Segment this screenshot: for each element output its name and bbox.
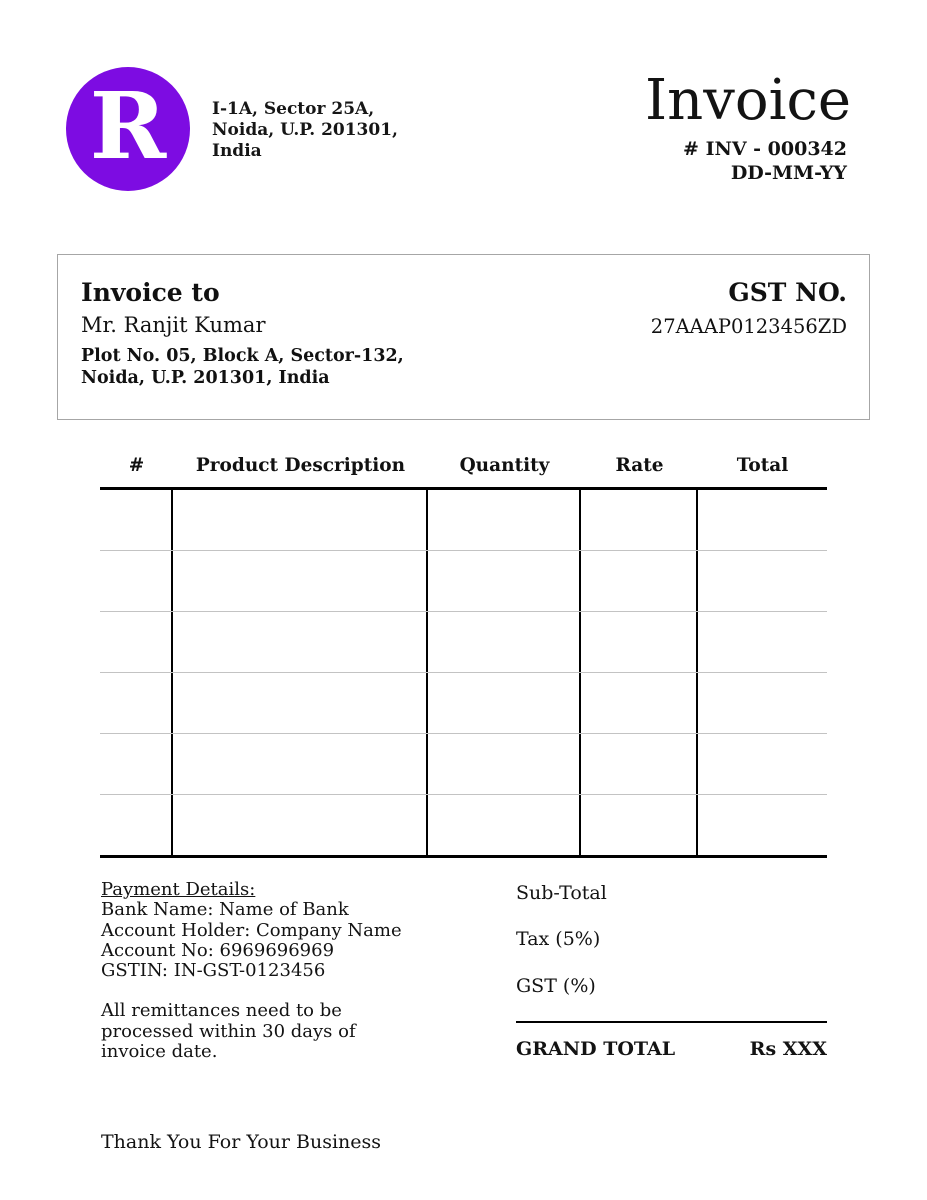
payment-detail-line: Account No: 6969696969	[101, 939, 335, 961]
table-cell	[698, 612, 827, 672]
invoice-date: DD-MM-YY	[730, 162, 847, 184]
table-cell	[173, 673, 428, 733]
remittance-note	[101, 1001, 402, 1062]
remittance-note-line: All remittances need to be	[101, 1000, 342, 1022]
bill-to-address	[81, 345, 404, 389]
payment-detail-line: Bank Name: Name of Bank	[101, 899, 349, 921]
table-cell	[428, 673, 581, 733]
table-cell	[173, 734, 428, 794]
table-cell	[698, 795, 827, 855]
payment-details-lines	[101, 900, 402, 981]
table-cell	[100, 490, 173, 550]
payment-detail-line: GSTIN: IN-GST-0123456	[101, 960, 326, 982]
subtotal-label: Sub-Total	[516, 882, 607, 904]
company-logo	[66, 67, 190, 191]
column-header-number: #	[128, 455, 145, 476]
gst-label: GST NO.	[728, 278, 847, 307]
invoice-number: # INV - 000342	[683, 138, 847, 160]
column-header-total: Total	[736, 455, 789, 476]
totals-divider	[516, 1021, 827, 1023]
company-address-line: I-1A, Sector 25A,	[212, 99, 375, 119]
items-table-body	[100, 490, 827, 858]
table-row	[100, 612, 827, 673]
table-row	[100, 795, 827, 855]
payment-details-title: Payment Details:	[101, 879, 256, 900]
invoice-title: Invoice	[645, 68, 851, 133]
payment-detail-line: Account Holder: Company Name	[101, 919, 402, 941]
table-row	[100, 673, 827, 734]
bill-to-address-line: Noida, U.P. 201301, India	[81, 368, 330, 388]
table-cell	[581, 612, 698, 672]
table-cell	[428, 734, 581, 794]
table-cell	[173, 490, 428, 550]
items-table-header	[100, 455, 827, 490]
column-header-quantity: Quantity	[459, 455, 550, 476]
table-row	[100, 551, 827, 612]
table-cell	[173, 612, 428, 672]
table-cell	[581, 673, 698, 733]
grand-total-row	[516, 1038, 827, 1060]
table-cell	[100, 612, 173, 672]
table-row	[100, 490, 827, 551]
table-cell	[581, 734, 698, 794]
gst-number: 27AAAP0123456ZD	[650, 315, 847, 338]
remittance-note-line: invoice date.	[101, 1041, 218, 1063]
company-address-line: Noida, U.P. 201301,	[212, 120, 398, 140]
table-cell	[100, 795, 173, 855]
table-cell	[100, 673, 173, 733]
spacer	[101, 981, 402, 1001]
table-cell	[100, 551, 173, 611]
grand-total-label: GRAND TOTAL	[516, 1038, 676, 1060]
items-table	[100, 455, 827, 858]
table-cell	[428, 795, 581, 855]
column-header-rate: Rate	[615, 455, 664, 476]
table-cell	[428, 551, 581, 611]
table-cell	[698, 490, 827, 550]
column-header-description: Product Description	[195, 455, 406, 476]
bill-to-label: Invoice to	[81, 278, 220, 307]
company-address	[212, 99, 398, 162]
logo-letter: R	[89, 72, 167, 180]
table-cell	[428, 490, 581, 550]
table-cell	[173, 795, 428, 855]
invoice-meta	[683, 137, 847, 185]
table-row	[100, 734, 827, 795]
bill-to-address-line: Plot No. 05, Block A, Sector-132,	[81, 346, 404, 366]
table-cell	[428, 612, 581, 672]
bill-to-name: Mr. Ranjit Kumar	[81, 313, 266, 337]
payment-details	[101, 880, 402, 1062]
table-cell	[581, 795, 698, 855]
table-cell	[100, 734, 173, 794]
remittance-note-line: processed within 30 days of	[101, 1020, 356, 1042]
company-address-line: India	[212, 141, 262, 161]
grand-total-value: Rs XXX	[749, 1038, 827, 1060]
table-cell	[698, 734, 827, 794]
gst-percent-label: GST (%)	[516, 975, 596, 997]
table-cell	[698, 551, 827, 611]
tax-label: Tax (5%)	[516, 928, 601, 950]
bill-to-box	[57, 254, 870, 420]
table-cell	[698, 673, 827, 733]
table-cell	[581, 551, 698, 611]
table-cell	[173, 551, 428, 611]
table-cell	[581, 490, 698, 550]
thank-you-message: Thank You For Your Business	[101, 1131, 382, 1153]
